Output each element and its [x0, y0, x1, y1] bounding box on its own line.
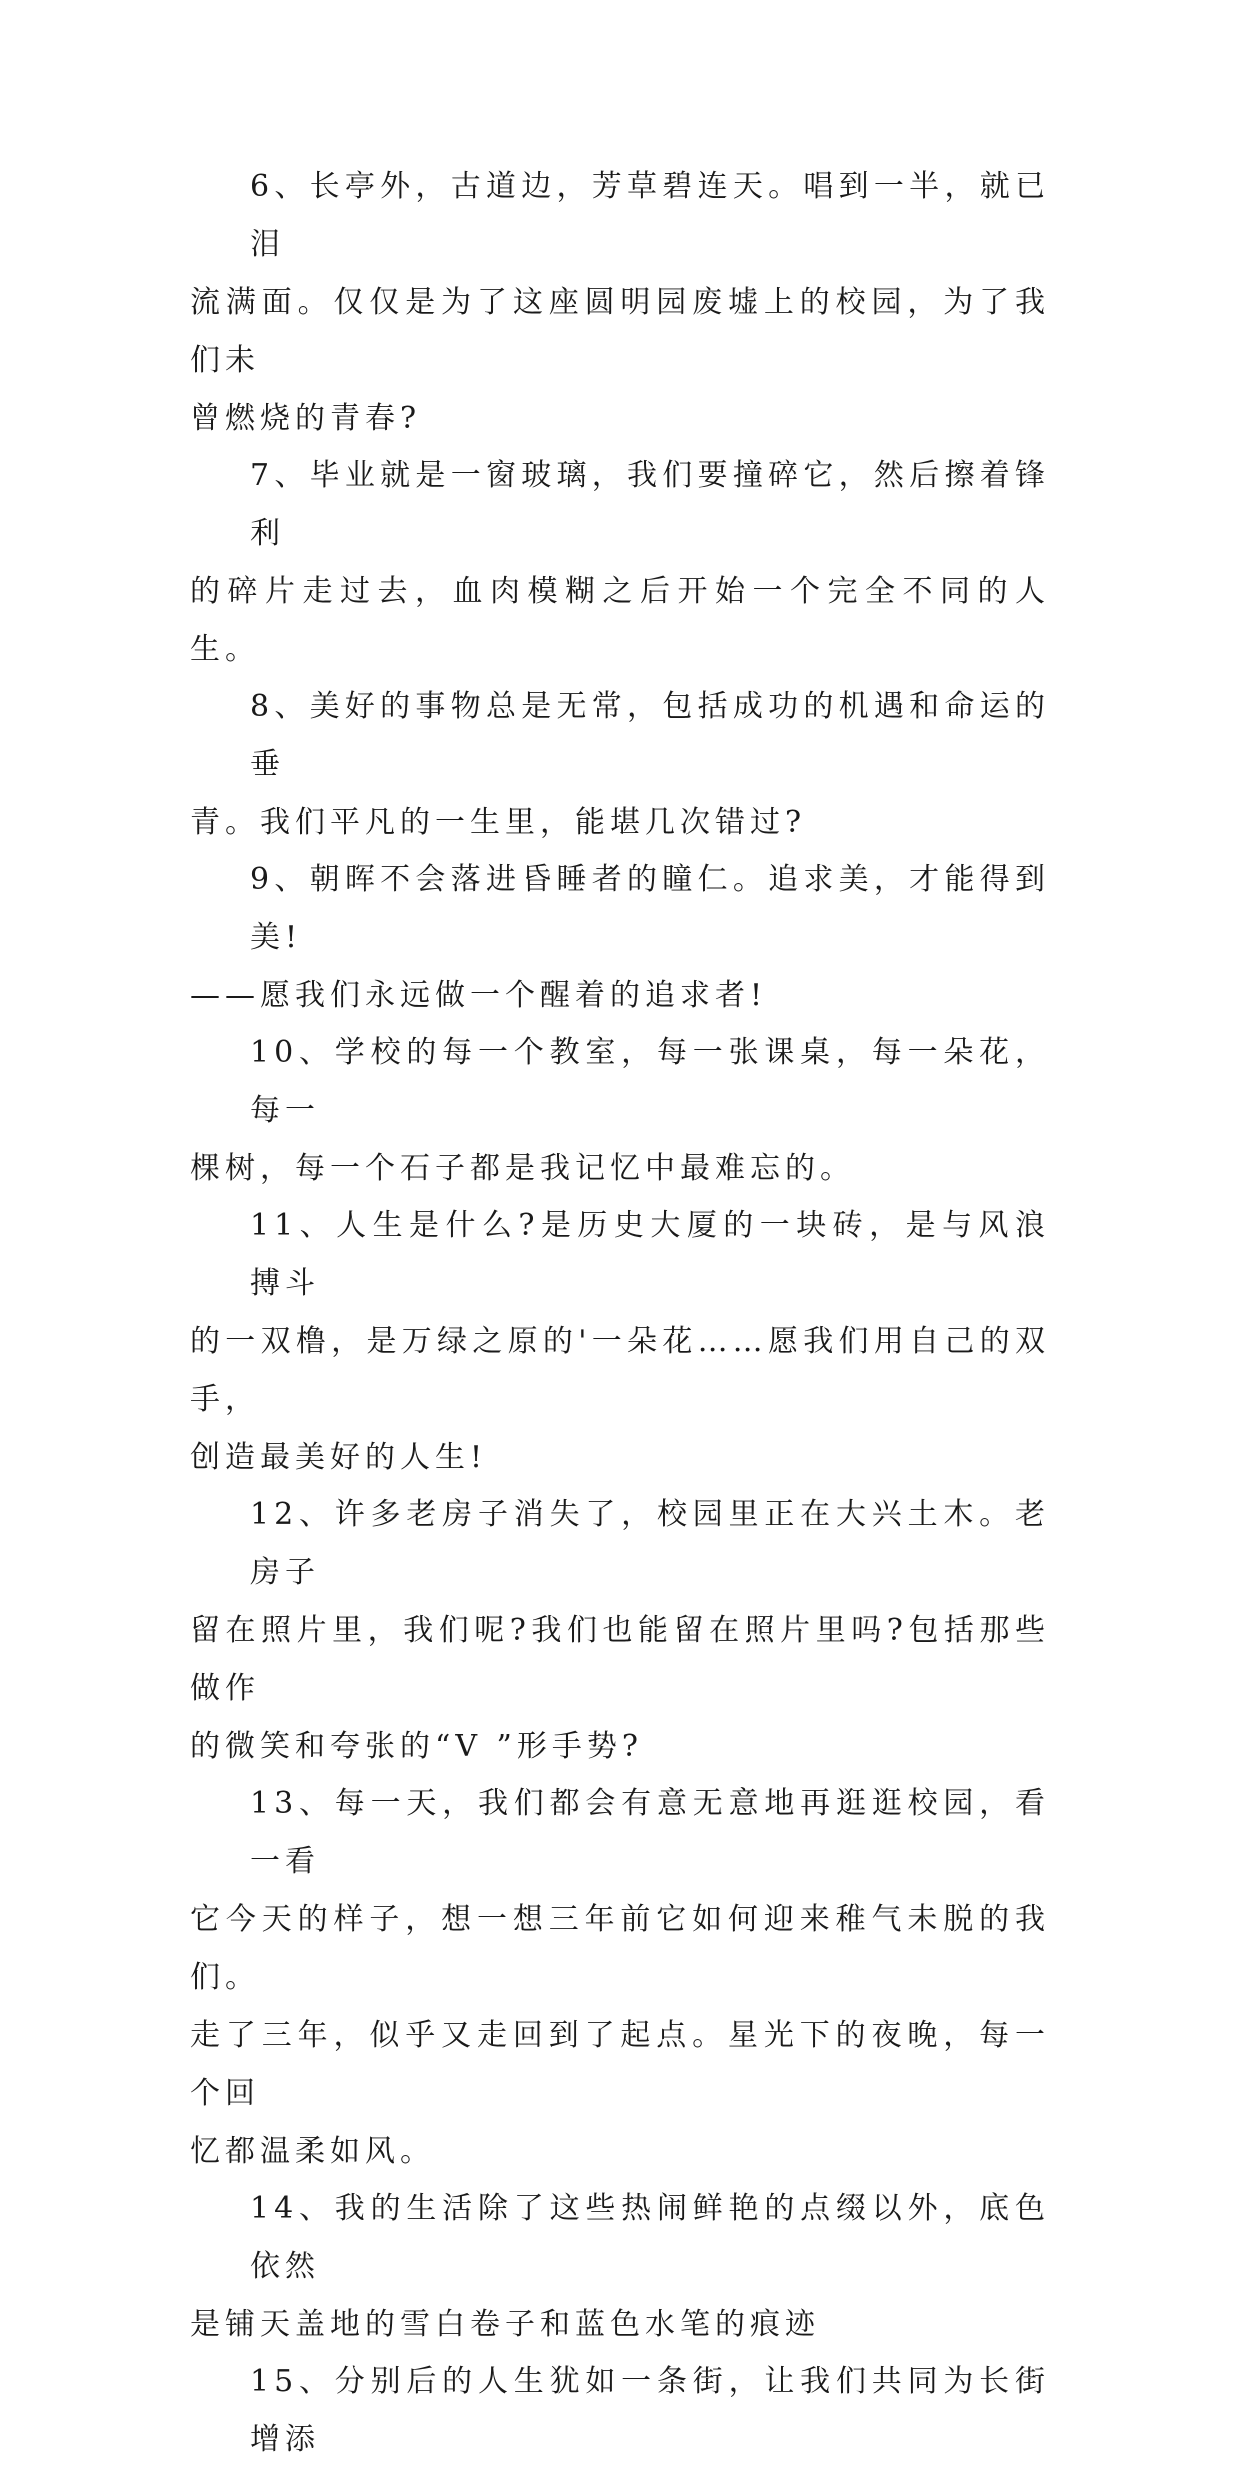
document-body — [190, 158, 1050, 2468]
paragraph-line: 6、长亭外，古道边，芳草碧连天。唱到一半，就已泪 — [250, 169, 1050, 262]
paragraph-line: ——愿我们永远做一个醒着的追求者! — [190, 978, 768, 1013]
paragraph-line: 流满面。仅仅是为了这座圆明园废墟上的校园，为了我们未 — [190, 285, 1050, 378]
paragraph-line: 忆都温柔如风。 — [190, 2134, 435, 2169]
paragraph-line: 走了三年，似乎又走回到了起点。星光下的夜晚，每一个回 — [190, 2018, 1050, 2111]
paragraph — [190, 1197, 1050, 1487]
paragraph-line: 是铺天盖地的雪白卷子和蓝色水笔的痕迹 — [190, 2307, 820, 2342]
paragraph — [190, 1775, 1050, 2181]
paragraph — [190, 447, 1050, 679]
paragraph-line: 创造最美好的人生! — [190, 1440, 488, 1475]
paragraph-line: 棵树，每一个石子都是我记忆中最难忘的。 — [190, 1151, 855, 1186]
paragraph — [190, 1486, 1050, 1776]
paragraph-line: 13、每一天，我们都会有意无意地再逛逛校园，看一看 — [250, 1786, 1050, 1879]
paragraph — [190, 2180, 1050, 2354]
paragraph-line: 的碎片走过去，血肉模糊之后开始一个完全不同的人生。 — [190, 574, 1050, 667]
paragraph-line: 曾燃烧的青春? — [190, 401, 422, 436]
paragraph-line: 12、许多老房子消失了，校园里正在大兴土木。老房子 — [250, 1497, 1050, 1590]
paragraph — [190, 2353, 1050, 2469]
paragraph — [190, 678, 1050, 852]
paragraph-line: 10、学校的每一个教室，每一张课桌，每一朵花，每一 — [250, 1035, 1050, 1128]
paragraph-line: 的微笑和夸张的“V ”形手势? — [190, 1729, 643, 1764]
paragraph-line: 11、人生是什么?是历史大厦的一块砖，是与风浪搏斗 — [250, 1208, 1050, 1301]
paragraph-line: 7、毕业就是一窗玻璃，我们要撞碎它，然后擦着锋利 — [250, 458, 1050, 551]
paragraph-line: 留在照片里，我们呢?我们也能留在照片里吗?包括那些做作 — [190, 1613, 1050, 1706]
paragraph-line: 青。我们平凡的一生里，能堪几次错过? — [190, 805, 807, 840]
paragraph — [190, 1024, 1050, 1198]
paragraph-line: 14、我的生活除了这些热闹鲜艳的点缀以外，底色依然 — [250, 2191, 1050, 2284]
paragraph-line: 的一双橹，是万绿之原的'一朵花……愿我们用自己的双手， — [190, 1324, 1050, 1417]
paragraph-line: 15、分别后的人生犹如一条街，让我们共同为长街增添 — [250, 2364, 1050, 2457]
paragraph-line: 9、朝晖不会落进昏睡者的瞳仁。追求美，才能得到美! — [250, 862, 1050, 955]
paragraph — [190, 851, 1050, 1025]
paragraph — [190, 158, 1050, 448]
paragraph-line: 8、美好的事物总是无常，包括成功的机遇和命运的垂 — [250, 689, 1050, 782]
paragraph-line: 它今天的样子，想一想三年前它如何迎来稚气未脱的我们。 — [190, 1902, 1050, 1995]
